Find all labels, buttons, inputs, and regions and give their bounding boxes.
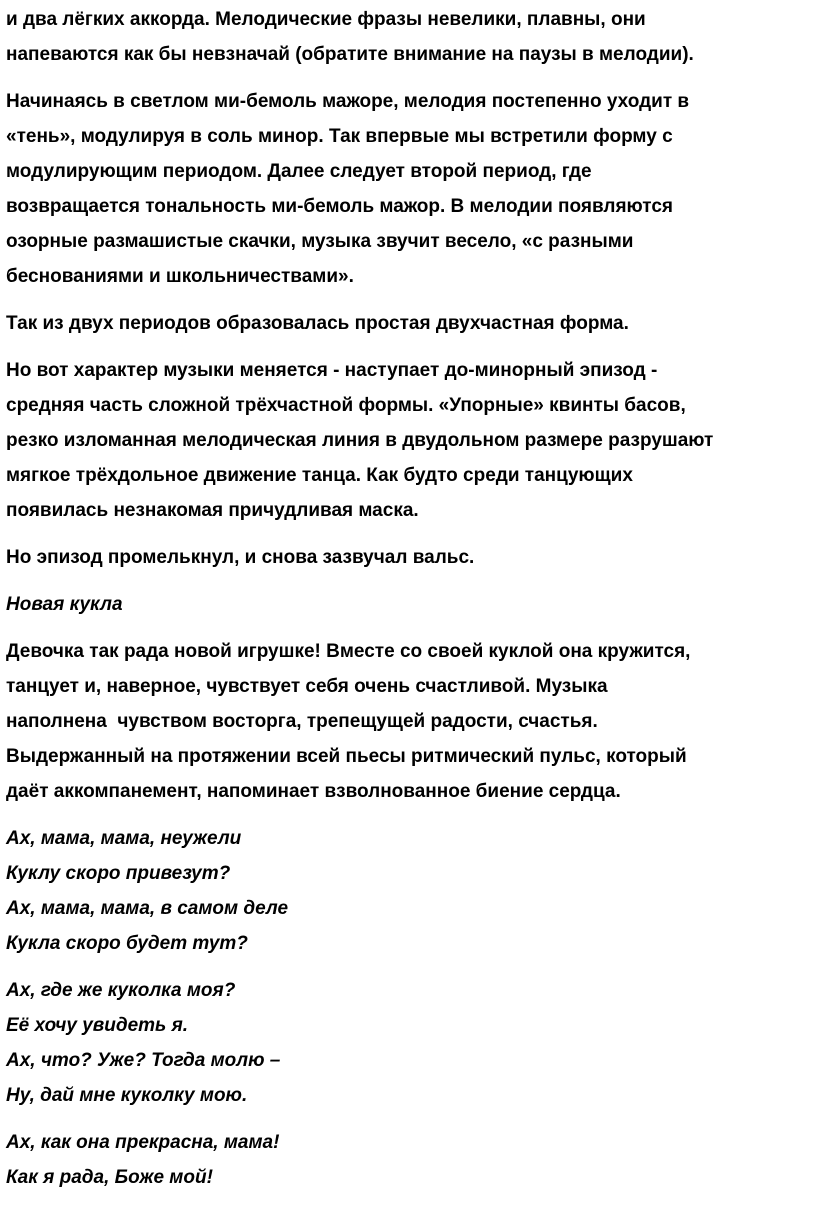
text-line: и два лёгких аккорда. Мелодические фразы невелики, плавны, они: [6, 9, 646, 30]
text-line: мягкое трёхдольное движение танца. Как будто среди танцующих: [6, 465, 633, 486]
text-line: резко изломанная мелодическая линия в двудольном размере разрушают: [6, 430, 714, 451]
section-heading: [6, 587, 812, 622]
text-line: наполнена чувством восторга, трепещущей радости, счастья.: [6, 711, 598, 732]
text-line: беснованиями и школьничествами».: [6, 266, 354, 287]
verse-stanza-2: [6, 973, 812, 1113]
verse-line: Ах, что? Уже? Тогда молю –: [6, 1050, 281, 1071]
text-line: озорные размашистые скачки, музыка звучит весело, «с разными: [6, 231, 634, 252]
text-line: Выдержанный на протяжении всей пьесы ритмический пульс, который: [6, 746, 687, 767]
text-line: Но эпизод промелькнул, и снова зазвучал вальс.: [6, 547, 475, 568]
text-line: появилась незнакомая причудливая маска.: [6, 500, 419, 521]
paragraph-minor-episode: [6, 353, 812, 528]
paragraph-two-part-form: [6, 306, 812, 341]
text-line: «тень», модулируя в соль минор. Так впервые мы встретили форму с: [6, 126, 673, 147]
paragraph-new-doll: [6, 634, 812, 809]
text-line: даёт аккомпанемент, напоминает взволнованное биение сердца.: [6, 781, 621, 802]
verse-line: Ах, мама, мама, неужели: [6, 828, 242, 849]
paragraph-modulation: [6, 84, 812, 294]
text-line: танцует и, наверное, чувствует себя очень счастливой. Музыка: [6, 676, 608, 697]
paragraph-waltz-returns: [6, 540, 812, 575]
text-line: возвращается тональность ми-бемоль мажор. В мелодии появляются: [6, 196, 674, 217]
verse-line: Кукла скоро будет тут?: [6, 933, 248, 954]
heading-text: Новая кукла: [6, 594, 123, 615]
document-page: [6, 2, 812, 1207]
text-line: Так из двух периодов образовалась простая двухчастная форма.: [6, 313, 629, 334]
verse-line: Ах, мама, мама, в самом деле: [6, 898, 289, 919]
verse-line: Куклу скоро привезут?: [6, 863, 231, 884]
verse-line: Ах, как она прекрасна, мама!: [6, 1132, 280, 1153]
text-line: Но вот характер музыки меняется - наступает до-минорный эпизод -: [6, 360, 658, 381]
verse-line: Её хочу увидеть я.: [6, 1015, 189, 1036]
verse-line: Ну, дай мне куколку мою.: [6, 1085, 248, 1106]
text-line: Девочка так рада новой игрушке! Вместе со своей куклой она кружится,: [6, 641, 691, 662]
verse-line: Как я рада, Боже мой!: [6, 1167, 213, 1188]
text-line: напеваются как бы невзначай (обратите внимание на паузы в мелодии).: [6, 44, 694, 65]
verse-line: Ах, где же куколка моя?: [6, 980, 236, 1001]
text-line: модулирующим периодом. Далее следует второй период, где: [6, 161, 592, 182]
text-line: средняя часть сложной трёхчастной формы. «Упорные» квинты басов,: [6, 395, 686, 416]
verse-stanza-3: [6, 1125, 812, 1195]
verse-stanza-1: [6, 821, 812, 961]
text-line: Начинаясь в светлом ми-бемоль мажоре, мелодия постепенно уходит в: [6, 91, 690, 112]
paragraph-phrases: [6, 2, 812, 72]
